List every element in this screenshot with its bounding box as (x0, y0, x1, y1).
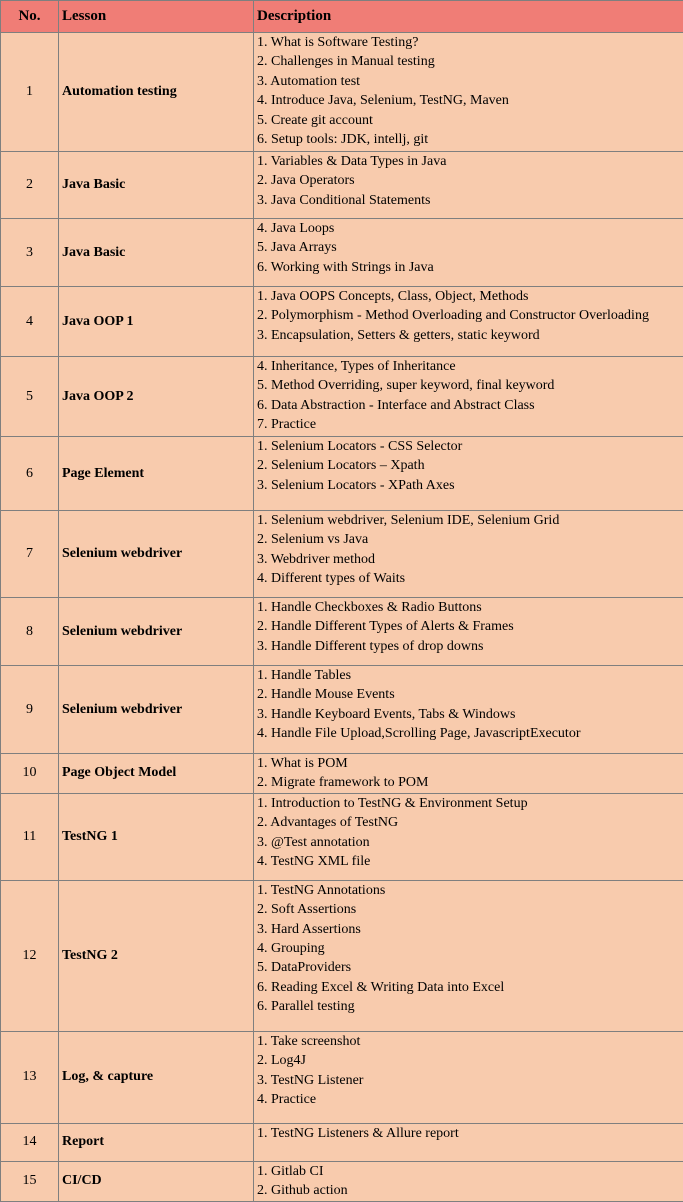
lesson-number: 1 (1, 33, 59, 152)
description-item: 3. @Test annotation (257, 833, 683, 852)
table-row (1, 219, 683, 287)
header-description: Description (254, 1, 683, 33)
header-no: No. (1, 1, 59, 33)
description-item: 3. Webdriver method (257, 550, 683, 569)
description-item: 2. Polymorphism - Method Overloading and Constructor Overloading (257, 306, 683, 325)
description-item: 1. Handle Tables (257, 666, 683, 685)
lesson-title: TestNG 2 (59, 880, 254, 1031)
lesson-number: 8 (1, 598, 59, 666)
lesson-title: Java Basic (59, 219, 254, 287)
description-item: 2. Selenium vs Java (257, 530, 683, 549)
description-item: 1. Variables & Data Types in Java (257, 152, 683, 171)
description-item: 2. Log4J (257, 1051, 683, 1070)
description-item: 7. Practice (257, 415, 683, 434)
description-item: 2. Handle Mouse Events (257, 685, 683, 704)
lesson-description (254, 598, 683, 666)
table-row (1, 1031, 683, 1123)
lesson-number: 2 (1, 152, 59, 219)
lesson-description (254, 754, 683, 794)
lesson-title: Report (59, 1123, 254, 1161)
lesson-number: 5 (1, 357, 59, 437)
description-item: 5. Java Arrays (257, 238, 683, 257)
description-item: 6. Parallel testing (257, 997, 683, 1016)
description-item: 2. Java Operators (257, 171, 683, 190)
table-row (1, 1123, 683, 1161)
lesson-number: 12 (1, 880, 59, 1031)
lesson-number: 7 (1, 511, 59, 598)
description-item: 2. Migrate framework to POM (257, 773, 683, 792)
lesson-description (254, 511, 683, 598)
description-item: 1. What is POM (257, 754, 683, 773)
header-row (1, 1, 683, 33)
description-item: 4. Practice (257, 1090, 683, 1109)
description-item: 3. Hard Assertions (257, 920, 683, 939)
lesson-number: 15 (1, 1161, 59, 1201)
description-item: 1. Handle Checkboxes & Radio Buttons (257, 598, 683, 617)
description-item: 3. Encapsulation, Setters & getters, static keyword (257, 326, 683, 345)
description-item: 1. TestNG Annotations (257, 881, 683, 900)
lesson-title: TestNG 1 (59, 793, 254, 880)
description-item: 2. Github action (257, 1181, 683, 1200)
table-row (1, 357, 683, 437)
lesson-title: Automation testing (59, 33, 254, 152)
description-item: 6. Reading Excel & Writing Data into Excel (257, 978, 683, 997)
description-item: 2. Soft Assertions (257, 900, 683, 919)
lesson-title: Java OOP 2 (59, 357, 254, 437)
description-item: 4. Java Loops (257, 219, 683, 238)
table-row (1, 754, 683, 794)
table-row (1, 666, 683, 754)
lesson-description (254, 437, 683, 511)
description-item: 1. What is Software Testing? (257, 33, 683, 52)
lesson-description (254, 793, 683, 880)
lesson-title: Page Object Model (59, 754, 254, 794)
description-item: 4. Handle File Upload,Scrolling Page, JavascriptExecutor (257, 724, 683, 743)
lesson-description (254, 1161, 683, 1201)
lesson-number: 14 (1, 1123, 59, 1161)
description-item: 1. Take screenshot (257, 1032, 683, 1051)
description-item: 4. Introduce Java, Selenium, TestNG, Maven (257, 91, 683, 110)
table-row (1, 152, 683, 219)
description-item: 4. Inheritance, Types of Inheritance (257, 357, 683, 376)
lesson-title: Selenium webdriver (59, 598, 254, 666)
lesson-description (254, 357, 683, 437)
table-row (1, 880, 683, 1031)
table-row (1, 437, 683, 511)
lesson-description (254, 287, 683, 357)
description-item: 4. TestNG XML file (257, 852, 683, 871)
lesson-title: Selenium webdriver (59, 511, 254, 598)
description-item: 3. Handle Different types of drop downs (257, 637, 683, 656)
lesson-number: 3 (1, 219, 59, 287)
description-item: 5. Method Overriding, super keyword, final keyword (257, 376, 683, 395)
description-item: 1. TestNG Listeners & Allure report (257, 1124, 683, 1143)
description-item: 3. Selenium Locators - XPath Axes (257, 476, 683, 495)
lesson-description (254, 666, 683, 754)
table-row (1, 793, 683, 880)
lesson-title: Page Element (59, 437, 254, 511)
lesson-number: 10 (1, 754, 59, 794)
lesson-description (254, 880, 683, 1031)
lesson-number: 6 (1, 437, 59, 511)
description-item: 3. Handle Keyboard Events, Tabs & Windows (257, 705, 683, 724)
lesson-title: Log, & capture (59, 1031, 254, 1123)
table-row (1, 511, 683, 598)
lesson-description (254, 1123, 683, 1161)
description-item: 6. Data Abstraction - Interface and Abstract Class (257, 396, 683, 415)
description-item: 4. Grouping (257, 939, 683, 958)
lesson-title: Java Basic (59, 152, 254, 219)
description-item: 6. Working with Strings in Java (257, 258, 683, 277)
table-row (1, 1161, 683, 1201)
lesson-description (254, 219, 683, 287)
description-item: 1. Selenium webdriver, Selenium IDE, Selenium Grid (257, 511, 683, 530)
description-item: 2. Challenges in Manual testing (257, 52, 683, 71)
lesson-description (254, 152, 683, 219)
lesson-description (254, 1031, 683, 1123)
table-body (1, 33, 683, 1202)
table-row (1, 287, 683, 357)
description-item: 3. Java Conditional Statements (257, 191, 683, 210)
lesson-number: 9 (1, 666, 59, 754)
description-item: 2. Handle Different Types of Alerts & Frames (257, 617, 683, 636)
description-item: 2. Advantages of TestNG (257, 813, 683, 832)
table-row (1, 33, 683, 152)
lesson-title: Java OOP 1 (59, 287, 254, 357)
description-item: 5. Create git account (257, 111, 683, 130)
description-item: 3. Automation test (257, 72, 683, 91)
description-item: 5. DataProviders (257, 958, 683, 977)
lesson-title: Selenium webdriver (59, 666, 254, 754)
description-item: 3. TestNG Listener (257, 1071, 683, 1090)
lesson-number: 11 (1, 793, 59, 880)
description-item: 2. Selenium Locators – Xpath (257, 456, 683, 475)
lesson-description (254, 33, 683, 152)
table-row (1, 598, 683, 666)
lesson-number: 4 (1, 287, 59, 357)
lesson-title: CI/CD (59, 1161, 254, 1201)
header-lesson: Lesson (59, 1, 254, 33)
description-item: 1. Selenium Locators - CSS Selector (257, 437, 683, 456)
description-item: 6. Setup tools: JDK, intellj, git (257, 130, 683, 149)
description-item: 1. Java OOPS Concepts, Class, Object, Methods (257, 287, 683, 306)
lesson-number: 13 (1, 1031, 59, 1123)
description-item: 1. Gitlab CI (257, 1162, 683, 1181)
description-item: 4. Different types of Waits (257, 569, 683, 588)
description-item: 1. Introduction to TestNG & Environment Setup (257, 794, 683, 813)
